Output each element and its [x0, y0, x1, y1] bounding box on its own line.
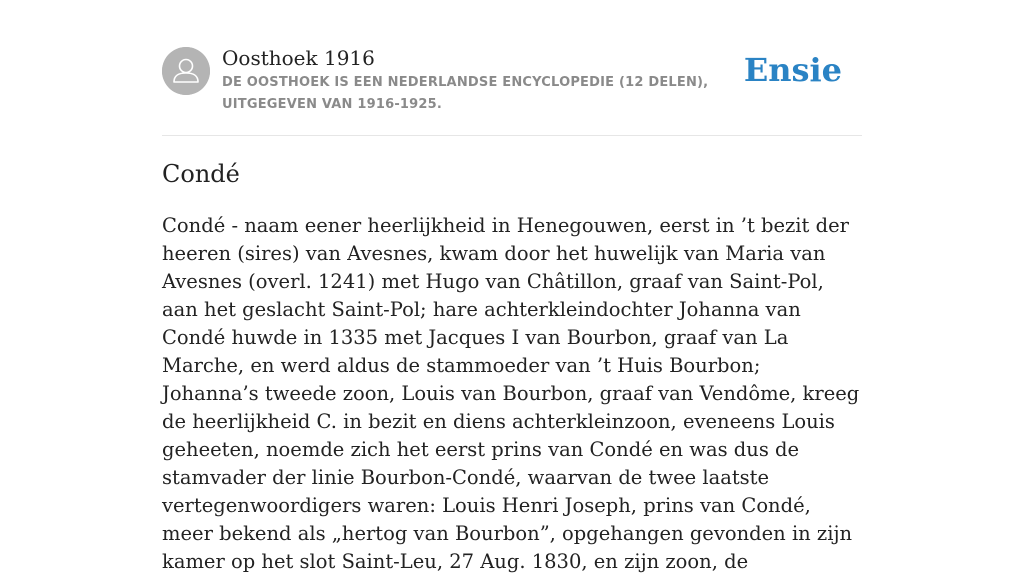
article-title: Condé — [162, 160, 240, 188]
brand-logo[interactable]: Ensie — [743, 51, 842, 89]
source-header — [162, 0, 862, 136]
source-description: DE OOSTHOEK IS EEN NEDERLANDSE ENCYCLOPEDIE (12 DELEN), UITGEGEVEN VAN 1916-1925. — [222, 75, 709, 112]
avatar[interactable] — [162, 47, 210, 95]
content-container — [162, 0, 862, 573]
user-silhouette-icon — [162, 47, 210, 95]
article-body: Condé - naam eener heerlijkheid in Henegouwen, eerst in ’t bezit der heeren (sires) van Avesnes, kwam door het huwelijk van Maria van Avesnes (overl. 1241) met Hugo van Châtillon, graaf van Saint-Pol, aan het geslacht Saint-Pol; hare achterkleindochter Johanna van Condé huwde in 1335 met Jacques I van Bourbon, graaf van La Marche, en werd aldus de stammoeder van ’t Huis Bourbon; Johanna’s tweede zoon, Louis van Bourbon, graaf van Vendôme, kreeg de heerlijkheid C. in bezit en diens achterkleinzoon, eveneens Louis geheeten, noemde zich het eerst prins van Condé en was dus de stamvader der linie Bourbon-Condé, waarvan de twee laatste vertegenwoordigers waren: Louis Henri Joseph, prins van Condé, meer bekend als „hertog van Bourbon”, opgehangen gevonden in zijn kamer op het slot Saint-Leu, 27 Aug. 1830, en zijn zoon, de — [162, 214, 860, 573]
source-title[interactable]: Oosthoek 1916 — [222, 46, 375, 70]
